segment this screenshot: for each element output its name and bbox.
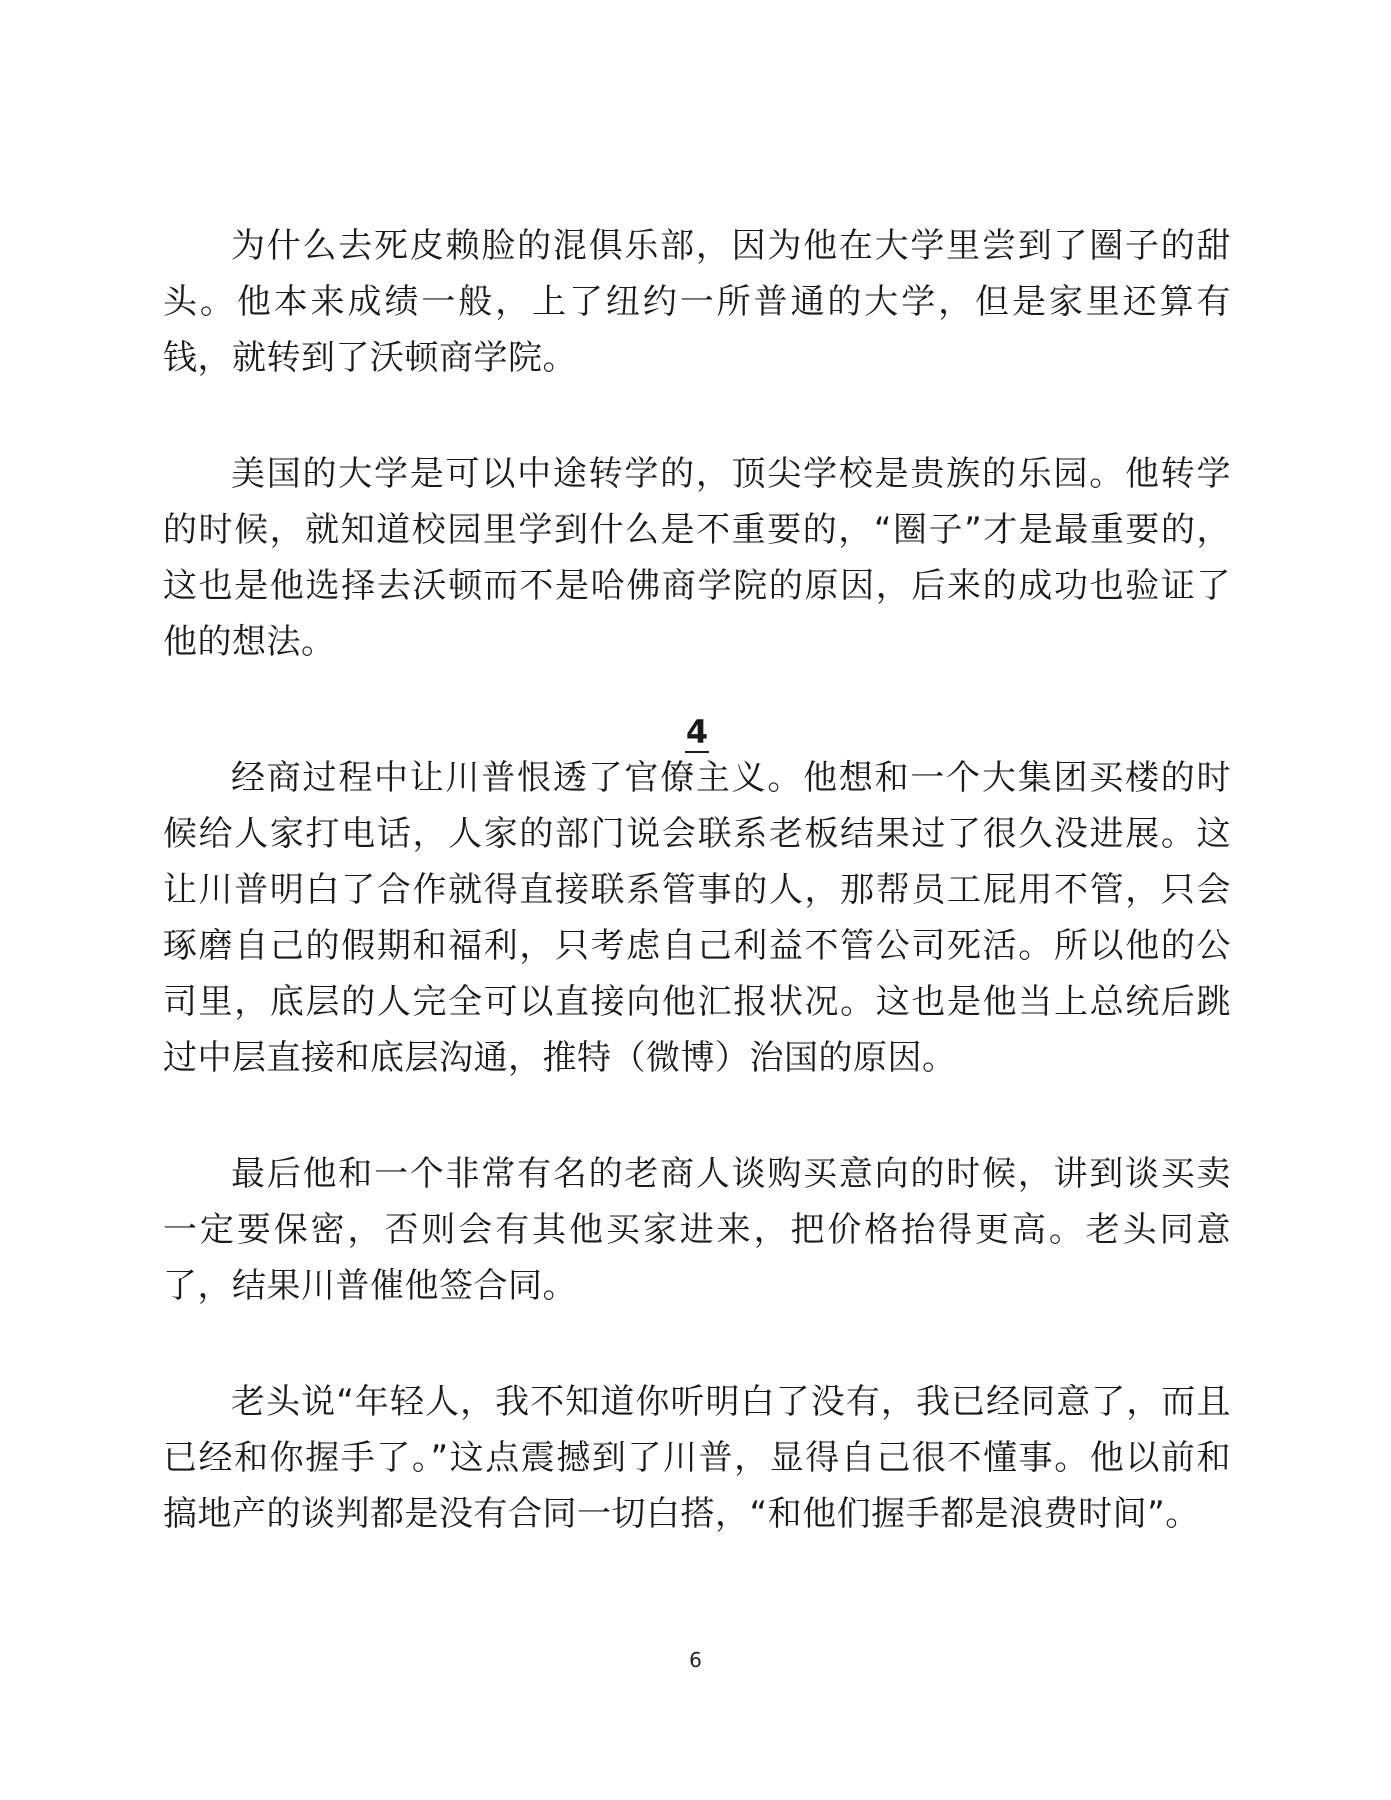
page-number: 6 (689, 1648, 702, 1672)
page-content (163, 218, 1231, 1602)
paragraph-bureaucracy: 经商过程中让川普恨透了官僚主义。他想和一个大集团买楼的时候给人家打电话，人家的部门说会联系老板结果过了很久没进展。这让川普明白了合作就得直接联系管事的人，那帮员工屁用不管，只会琢磨自己的假期和福利，只考虑自己利益不管公司死活。所以他的公司里，底层的人完全可以直接向他汇报状况。这也是他当上总统后跳过中层直接和底层沟通，推特（微博）治国的原因。 (163, 758, 1231, 1078)
section-number-label: 4 (685, 713, 709, 751)
paragraph-handshake: 老头说“年轻人，我不知道你听明白了没有，我已经同意了，而且已经和你握手了。”这点震撼到了川普，显得自己很不懂事。他以前和搞地产的谈判都是没有合同一切白搭，“和他们握手都是浪费时间”。 (163, 1382, 1231, 1534)
section-number (163, 710, 1231, 754)
paragraph-club: 为什么去死皮赖脸的混俱乐部，因为他在大学里尝到了圈子的甜头。他本来成绩一般，上了纽约一所普通的大学，但是家里还算有钱，就转到了沃顿商学院。 (163, 226, 1231, 378)
paragraph-transfer: 美国的大学是可以中途转学的，顶尖学校是贵族的乐园。他转学的时候，就知道校园里学到什么是不重要的，“圈子”才是最重要的，这也是他选择去沃顿而不是哈佛商学院的原因，后来的成功也验证了他的想法。 (163, 454, 1231, 662)
paragraph-secrecy: 最后他和一个非常有名的老商人谈购买意向的时候，讲到谈买卖一定要保密，否则会有其他买家进来，把价格抬得更高。老头同意了，结果川普催他签合同。 (163, 1154, 1231, 1306)
